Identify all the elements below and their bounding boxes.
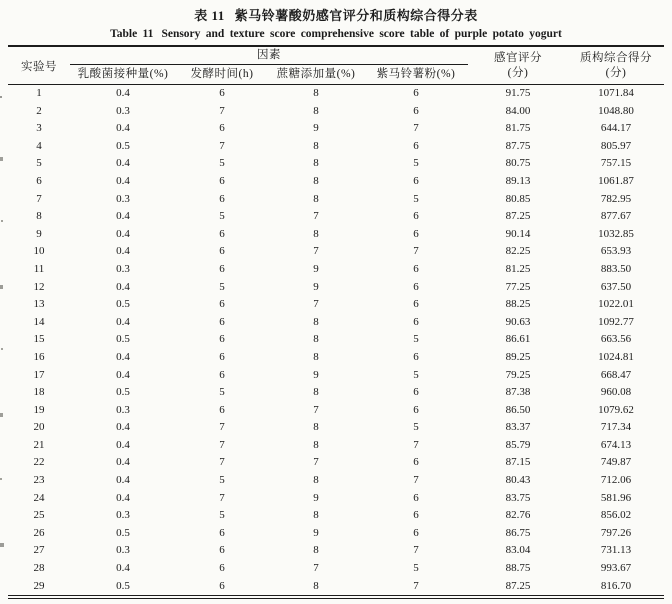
table-row xyxy=(8,155,664,173)
cell: 0.4 xyxy=(116,474,130,487)
table-title-cn xyxy=(0,0,672,24)
cell: 7 xyxy=(413,579,419,592)
table-row xyxy=(8,261,664,279)
cell: 5 xyxy=(36,157,42,170)
cell: 7 xyxy=(219,456,225,469)
cell: 77.25 xyxy=(505,280,531,293)
table-row xyxy=(8,384,664,402)
cell: 0.5 xyxy=(116,526,130,539)
table-row xyxy=(8,402,664,420)
cell: 0.4 xyxy=(116,245,130,258)
cell: 9 xyxy=(36,227,42,240)
table-row xyxy=(8,419,664,437)
cell: 81.75 xyxy=(505,122,531,135)
cell: 29 xyxy=(33,579,45,592)
cell: 0.3 xyxy=(116,104,130,117)
cell: 5 xyxy=(219,386,225,399)
scan-edge-artifacts xyxy=(0,96,2,98)
cell: 6 xyxy=(219,192,225,205)
cell: 16 xyxy=(33,350,45,363)
table-row xyxy=(8,454,664,472)
cell: 9 xyxy=(313,491,319,504)
cell: 8 xyxy=(313,350,319,363)
cell: 8 xyxy=(313,509,319,522)
cell: 6 xyxy=(219,174,225,187)
cell: 668.47 xyxy=(600,368,632,381)
cell: 6 xyxy=(219,87,225,99)
header-lactic-inoculation: 乳酸菌接种量(%) xyxy=(70,65,176,85)
cell: 0.4 xyxy=(116,174,130,187)
cell: 8 xyxy=(313,333,319,346)
cell: 87.38 xyxy=(505,386,531,399)
cell: 0.4 xyxy=(116,562,130,575)
header-texture-score xyxy=(568,46,664,85)
header-sucrose-addition: 蔗糖添加量(%) xyxy=(268,65,364,85)
cell: 6 xyxy=(219,579,225,592)
cell: 1 xyxy=(36,87,42,99)
cell: 0.5 xyxy=(116,298,130,311)
cell: 8 xyxy=(313,104,319,117)
cell: 0.4 xyxy=(116,421,130,434)
cell: 6 xyxy=(219,562,225,575)
table-row xyxy=(8,138,664,156)
cell: 993.67 xyxy=(600,562,632,575)
cell: 0.4 xyxy=(116,438,130,451)
cell: 1071.84 xyxy=(598,87,634,99)
cell: 6 xyxy=(219,315,225,328)
cell: 797.26 xyxy=(600,526,632,539)
header-sensory-score xyxy=(468,46,568,85)
cell: 8 xyxy=(36,210,42,223)
cell: 581.96 xyxy=(600,491,632,504)
cell: 0.4 xyxy=(116,87,130,99)
cell: 24 xyxy=(33,491,45,504)
table-title-cn-number: 表 11 xyxy=(194,8,225,23)
cell: 91.75 xyxy=(505,87,531,99)
table-body xyxy=(8,85,664,598)
cell: 712.06 xyxy=(600,474,632,487)
cell: 9 xyxy=(313,526,319,539)
cell: 0.3 xyxy=(116,192,130,205)
cell: 8 xyxy=(313,544,319,557)
table-row xyxy=(8,542,664,560)
table-title-en xyxy=(0,28,672,40)
cell: 960.08 xyxy=(600,386,632,399)
cell: 0.3 xyxy=(116,262,130,275)
cell: 0.4 xyxy=(116,315,130,328)
cell: 0.4 xyxy=(116,227,130,240)
cell: 88.25 xyxy=(505,298,531,311)
cell: 7 xyxy=(36,192,42,205)
cell: 6 xyxy=(36,174,42,187)
cell: 6 xyxy=(219,403,225,416)
cell: 90.63 xyxy=(505,315,531,328)
cell: 7 xyxy=(313,456,319,469)
cell: 6 xyxy=(413,509,419,522)
cell: 6 xyxy=(413,386,419,399)
cell: 749.87 xyxy=(600,456,632,469)
cell: 14 xyxy=(33,315,45,328)
cell: 8 xyxy=(313,227,319,240)
cell: 6 xyxy=(219,526,225,539)
cell: 8 xyxy=(313,157,319,170)
cell: 7 xyxy=(219,139,225,152)
cell: 6 xyxy=(219,350,225,363)
cell: 9 xyxy=(313,122,319,135)
cell: 26 xyxy=(33,526,45,539)
table-row xyxy=(8,472,664,490)
cell: 7 xyxy=(219,438,225,451)
cell: 6 xyxy=(413,350,419,363)
header-factors-group: 因素 xyxy=(70,46,468,65)
header-exp-no: 实验号 xyxy=(8,46,70,85)
cell: 6 xyxy=(413,87,419,99)
table-row xyxy=(8,437,664,455)
table-row xyxy=(8,191,664,209)
cell: 7 xyxy=(413,438,419,451)
cell: 87.15 xyxy=(505,456,531,469)
cell: 731.13 xyxy=(600,544,632,557)
cell: 6 xyxy=(219,227,225,240)
cell: 84.00 xyxy=(505,104,531,117)
table-row xyxy=(8,243,664,261)
cell: 6 xyxy=(413,491,419,504)
cell: 80.43 xyxy=(505,474,531,487)
cell: 5 xyxy=(413,368,419,381)
cell: 5 xyxy=(413,192,419,205)
cell: 6 xyxy=(413,526,419,539)
cell: 5 xyxy=(413,562,419,575)
cell: 1079.62 xyxy=(598,403,634,416)
cell: 0.3 xyxy=(116,509,130,522)
cell: 5 xyxy=(219,280,225,293)
cell: 23 xyxy=(33,474,45,487)
cell: 4 xyxy=(36,139,42,152)
cell: 0.4 xyxy=(116,157,130,170)
cell: 7 xyxy=(313,403,319,416)
cell: 0.3 xyxy=(116,403,130,416)
cell: 877.67 xyxy=(600,210,632,223)
cell: 87.25 xyxy=(505,579,531,592)
cell: 6 xyxy=(413,227,419,240)
cell: 18 xyxy=(33,386,45,399)
cell: 816.70 xyxy=(600,579,632,592)
cell: 17 xyxy=(33,368,45,381)
cell: 28 xyxy=(33,562,45,575)
cell: 9 xyxy=(313,262,319,275)
cell: 1048.80 xyxy=(598,104,634,117)
cell: 0.5 xyxy=(116,139,130,152)
cell: 1032.85 xyxy=(598,227,634,240)
cell: 3 xyxy=(36,122,42,135)
cell: 6 xyxy=(413,262,419,275)
table-header xyxy=(8,46,664,85)
cell: 0.4 xyxy=(116,210,130,223)
cell: 0.4 xyxy=(116,456,130,469)
cell: 7 xyxy=(313,298,319,311)
cell: 7 xyxy=(313,562,319,575)
cell: 7 xyxy=(413,122,419,135)
cell: 82.25 xyxy=(505,245,531,258)
table-row xyxy=(8,367,664,385)
cell: 8 xyxy=(313,421,319,434)
cell: 6 xyxy=(413,139,419,152)
table-row xyxy=(8,296,664,314)
cell: 0.5 xyxy=(116,386,130,399)
table-row xyxy=(8,314,664,332)
header-row-group xyxy=(8,46,664,65)
cell: 7 xyxy=(219,491,225,504)
cell: 15 xyxy=(33,333,45,346)
cell: 1061.87 xyxy=(598,174,634,187)
cell: 6 xyxy=(413,403,419,416)
cell: 88.75 xyxy=(505,562,531,575)
cell: 7 xyxy=(219,421,225,434)
cell: 6 xyxy=(219,368,225,381)
cell: 0.4 xyxy=(116,350,130,363)
table-row xyxy=(8,103,664,121)
cell: 6 xyxy=(219,122,225,135)
cell: 8 xyxy=(313,139,319,152)
cell: 21 xyxy=(33,438,45,451)
cell: 6 xyxy=(413,298,419,311)
cell: 81.25 xyxy=(505,262,531,275)
cell: 0.4 xyxy=(116,122,130,135)
cell: 6 xyxy=(413,174,419,187)
cell: 0.4 xyxy=(116,368,130,381)
cell: 674.13 xyxy=(600,438,632,451)
header-fermentation-time: 发酵时间(h) xyxy=(176,65,268,85)
cell: 86.50 xyxy=(505,403,531,416)
cell: 0.5 xyxy=(116,333,130,346)
cell: 805.97 xyxy=(600,139,632,152)
cell: 5 xyxy=(219,509,225,522)
table-title-en-text: Sensory and texture score comprehensive score table of purple potato yogurt xyxy=(161,28,562,40)
table-title-cn-text: 紫马铃薯酸奶感官评分和质构综合得分表 xyxy=(234,8,478,23)
cell: 6 xyxy=(219,245,225,258)
table-title-en-number: Table 11 xyxy=(110,28,154,40)
header-sensory-score-line2: (分) xyxy=(507,66,529,79)
cell: 883.50 xyxy=(600,262,632,275)
cell: 19 xyxy=(33,403,45,416)
cell: 5 xyxy=(413,333,419,346)
cell: 89.25 xyxy=(505,350,531,363)
cell: 653.93 xyxy=(600,245,632,258)
cell: 83.37 xyxy=(505,421,531,434)
cell: 9 xyxy=(313,368,319,381)
cell: 856.02 xyxy=(600,509,632,522)
cell: 90.14 xyxy=(505,227,531,240)
cell: 86.61 xyxy=(505,333,531,346)
cell: 7 xyxy=(413,544,419,557)
cell: 7 xyxy=(313,210,319,223)
table-row xyxy=(8,578,664,598)
cell: 11 xyxy=(33,262,45,275)
table-row xyxy=(8,525,664,543)
header-texture-score-line1: 质构综合得分 xyxy=(580,51,652,64)
cell: 8 xyxy=(313,87,319,99)
table-row xyxy=(8,349,664,367)
cell: 8 xyxy=(313,315,319,328)
cell: 6 xyxy=(219,544,225,557)
cell: 6 xyxy=(413,280,419,293)
cell: 1024.81 xyxy=(598,350,634,363)
cell: 8 xyxy=(313,474,319,487)
cell: 663.56 xyxy=(600,333,632,346)
cell: 79.25 xyxy=(505,368,531,381)
cell: 7 xyxy=(413,245,419,258)
cell: 87.25 xyxy=(505,210,531,223)
cell: 12 xyxy=(33,280,45,293)
cell: 8 xyxy=(313,386,319,399)
cell: 80.75 xyxy=(505,157,531,170)
cell: 8 xyxy=(313,174,319,187)
cell: 1022.01 xyxy=(598,298,634,311)
cell: 7 xyxy=(313,245,319,258)
cell: 0.4 xyxy=(116,491,130,504)
cell: 27 xyxy=(33,544,45,557)
cell: 20 xyxy=(33,421,45,434)
header-purple-potato-powder: 紫马铃薯粉(%) xyxy=(364,65,468,85)
cell: 2 xyxy=(36,104,42,117)
cell: 637.50 xyxy=(600,280,632,293)
cell: 6 xyxy=(413,456,419,469)
header-texture-score-line2: (分) xyxy=(605,66,627,79)
cell: 5 xyxy=(413,421,419,434)
cell: 85.79 xyxy=(505,438,531,451)
cell: 7 xyxy=(413,474,419,487)
cell: 6 xyxy=(219,298,225,311)
cell: 0.4 xyxy=(116,280,130,293)
score-table xyxy=(8,45,664,599)
table-row xyxy=(8,279,664,297)
cell: 6 xyxy=(413,210,419,223)
cell: 0.3 xyxy=(116,544,130,557)
cell: 22 xyxy=(33,456,45,469)
cell: 8 xyxy=(313,192,319,205)
cell: 8 xyxy=(313,579,319,592)
cell: 6 xyxy=(413,315,419,328)
cell: 6 xyxy=(413,104,419,117)
cell: 9 xyxy=(313,280,319,293)
cell: 83.04 xyxy=(505,544,531,557)
table-row xyxy=(8,208,664,226)
table-row xyxy=(8,490,664,508)
table-row xyxy=(8,173,664,191)
table-row xyxy=(8,331,664,349)
cell: 0.5 xyxy=(116,579,130,592)
cell: 87.75 xyxy=(505,139,531,152)
cell: 5 xyxy=(219,210,225,223)
cell: 8 xyxy=(313,438,319,451)
cell: 644.17 xyxy=(600,122,632,135)
cell: 5 xyxy=(219,157,225,170)
cell: 7 xyxy=(219,104,225,117)
cell: 5 xyxy=(413,157,419,170)
cell: 1092.77 xyxy=(598,315,634,328)
cell: 89.13 xyxy=(505,174,531,187)
header-sensory-score-line1: 感官评分 xyxy=(494,51,542,64)
cell: 13 xyxy=(33,298,45,311)
cell: 82.76 xyxy=(505,509,531,522)
cell: 782.95 xyxy=(600,192,632,205)
cell: 83.75 xyxy=(505,491,531,504)
cell: 25 xyxy=(33,509,45,522)
cell: 757.15 xyxy=(600,157,632,170)
table-row xyxy=(8,507,664,525)
cell: 6 xyxy=(219,333,225,346)
cell: 86.75 xyxy=(505,526,531,539)
cell: 10 xyxy=(33,245,45,258)
table-row xyxy=(8,120,664,138)
table-row xyxy=(8,85,664,103)
cell: 5 xyxy=(219,474,225,487)
table-row xyxy=(8,226,664,244)
cell: 717.34 xyxy=(600,421,632,434)
cell: 80.85 xyxy=(505,192,531,205)
cell: 6 xyxy=(219,262,225,275)
table-row xyxy=(8,560,664,578)
